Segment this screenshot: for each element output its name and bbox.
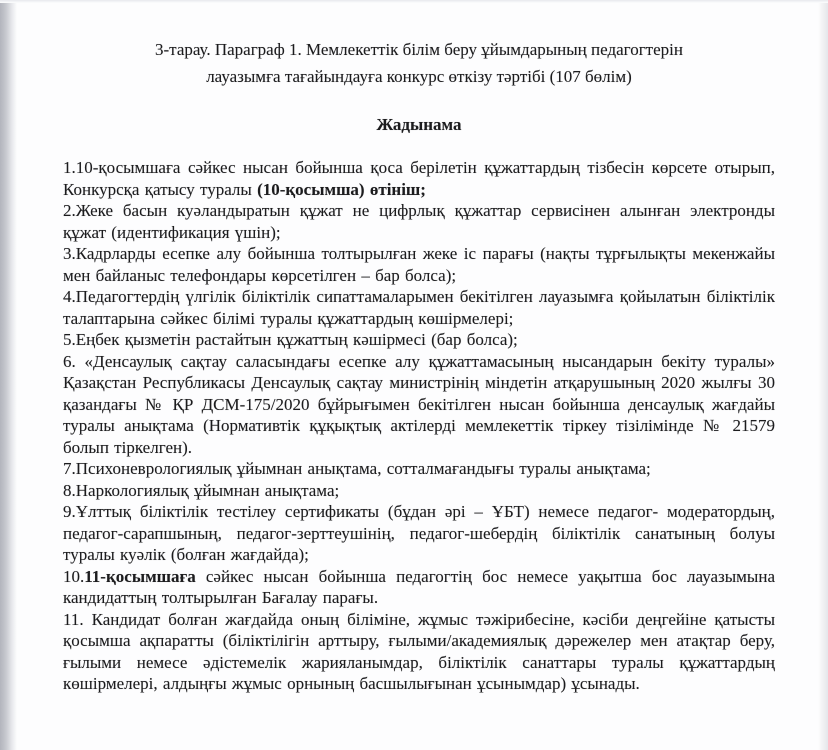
paragraph — [63, 458, 775, 480]
paragraph — [63, 157, 775, 200]
paragraph-text: 2.Жеке басын куәландыратын құжат не цифрлық құжаттар сервисінен алынған электронды құжат (идентификация үшін); — [63, 201, 775, 242]
paragraph — [63, 351, 775, 459]
scanned-document-page — [63, 36, 775, 695]
scan-top-edge — [0, 0, 828, 3]
paragraph — [63, 329, 775, 351]
paragraph — [63, 501, 775, 566]
document-title-line1: 3-тарау. Параграф 1. Мемлекеттік білім беру ұйымдарының педагогтерін — [155, 40, 683, 59]
paragraph — [63, 200, 775, 243]
paragraph — [63, 566, 775, 609]
document-title-line2: лауазымға тағайындауға конкурс өткізу тәртібі (107 бөлім) — [206, 67, 632, 86]
paragraph-text: 9.Ұлттық біліктілік тестілеу сертификаты (бұдан әрі – ҰБТ) немесе педагог- модератордың, педагог-сарапшының, педагог-зерттеушінің, педагог-шебердің біліктілік санатының болуы туралы куәлік (болған жағдайда); — [63, 502, 775, 564]
paragraph-text-bold: (10-қосымша) өтініш; — [257, 179, 426, 199]
paragraph-text: сәйкес нысан бойынша педагогтің бос немесе уақытша бос лауазымына кандидаттың толтырылған Бағалау парағы. — [63, 566, 775, 607]
scan-left-edge — [0, 0, 17, 750]
paragraph — [63, 243, 775, 286]
paragraph-text: 6. «Денсаулық сақтау саласындағы есепке алу құжаттамасының нысандарын бекіту туралы» Қазақстан Республикасы Денсаулық сақтау министрінің міндетін атқарушының 2020 жылғы 30 қазандағы № ҚР ДСМ-175/2020 бұйрығымен бекітілген нысан бойынша денсаулық жағдайы туралы анықтама (Нормативтік құқықтық актілерді мемлекеттік тіркеу тізілімінде № 21579 болып тіркелген). — [63, 351, 775, 457]
paragraph-text: 5.Еңбек қызметін растайтын құжаттың кәшірмесі (бар болса); — [63, 330, 518, 349]
paragraph — [63, 286, 775, 329]
document-heading: Жадынама — [376, 115, 462, 134]
scan-right-edge — [818, 0, 828, 750]
paragraph-text: 11. Кандидат болған жағдайда оның біліміне, жұмыс тәжірибесіне, кәсіби деңгейіне қатысты қосымша ақпаратты (біліктілігін арттыру, ғылыми/академиялық дәрежелер мен атақтар беру, ғылыми немесе әдістемелік жарияланымдар, біліктілік санаттары туралы құжаттардың көшірмелері, алдыңғы жұмыс орнының басшылығынан ұсынымдар) ұсынады. — [63, 609, 775, 693]
paragraph-text: 1.10-қосымшаға сәйкес нысан бойынша қоса берілетін құжаттардың тізбесін көрсете отырып, Конкурсқа қатысу туралы — [63, 158, 775, 199]
document-body — [63, 157, 775, 695]
paragraph — [63, 480, 775, 502]
paragraph-text: 8.Наркологиялық ұйымнан анықтама; — [63, 480, 340, 500]
paragraph-text-bold: 11-қосымшаға — [84, 566, 196, 586]
paragraph-text: 10. — [63, 566, 85, 586]
paragraph-text: 3.Кадрларды есепке алу бойынша толтырылған жеке іс парағы (нақты тұрғылықты мекенжайы мен байланыс телефондары көрсетілген – бар болса); — [63, 244, 775, 285]
paragraph-text: 7.Психоневрологиялық ұйымнан анықтама, сотталмағандығы туралы анықтама; — [63, 459, 651, 478]
paragraph-text: 4.Педагогтердің үлгілік біліктілік сипаттамаларымен бекітілген лауазымға қойылатын біліктілік талаптарына сәйкес білімі туралы құжаттардың көшірмелері; — [63, 287, 775, 328]
paragraph — [63, 609, 775, 695]
